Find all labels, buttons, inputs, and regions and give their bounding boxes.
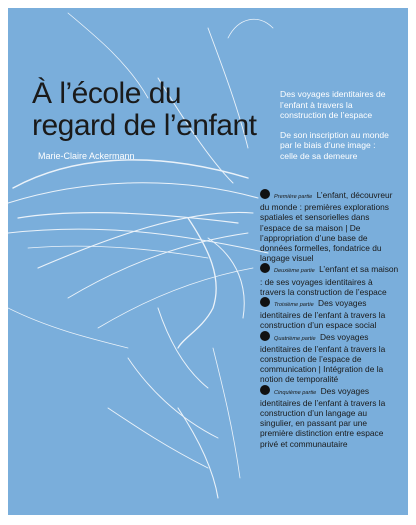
part-label: Deuxième partie bbox=[274, 268, 315, 275]
part-label: Cinquième partie bbox=[274, 389, 317, 396]
book-cover bbox=[8, 8, 408, 515]
bullet-dot-icon bbox=[260, 297, 270, 307]
part-item bbox=[260, 385, 400, 449]
part-text: Des voyages identitaires de l’enfant à travers la construction de l’espace de communication | Intégration de la notion de temporalité bbox=[260, 331, 386, 385]
book-title: À l’école du regard de l’enfant bbox=[32, 77, 257, 142]
bullet-dot-icon bbox=[260, 189, 270, 199]
tagline-line: De son inscription au monde par le biais d’une image : celle de sa demeure bbox=[280, 129, 389, 161]
part-item bbox=[260, 331, 400, 385]
part-label: Première partie bbox=[274, 194, 313, 200]
tagline bbox=[280, 89, 395, 171]
part-text: L’enfant, découvreur du monde : premières explorations spatiales et sensorielles dans l’espace de sa maison | De l’appropriation d’une base de données formelles, fondatrice du langage visuel bbox=[260, 190, 393, 264]
bullet-dot-icon bbox=[260, 331, 270, 341]
part-label: Quatrième partie bbox=[274, 335, 316, 342]
part-text: Des voyages identitaires de l’enfant à travers la construction d’un espace social bbox=[260, 298, 386, 331]
part-item bbox=[260, 297, 400, 331]
part-item bbox=[260, 263, 400, 297]
part-text: Des voyages identitaires de l’enfant à travers la construction d’un langage au singulier, en passant par une première distinction entre espace privé et communautaire bbox=[260, 385, 386, 449]
tagline-line: Des voyages identitaires de l’enfant à travers la construction de l’espace bbox=[280, 89, 386, 121]
bullet-dot-icon bbox=[260, 263, 270, 273]
part-item bbox=[260, 189, 400, 263]
part-label: Troisième partie bbox=[274, 302, 314, 309]
part-text: L’enfant et sa maison : de ses voyages identitaires à travers la construction de l’espace bbox=[260, 264, 399, 297]
table-of-contents bbox=[260, 189, 400, 449]
author-name: Marie-Claire Ackermann bbox=[38, 151, 135, 161]
bullet-dot-icon bbox=[260, 385, 270, 395]
